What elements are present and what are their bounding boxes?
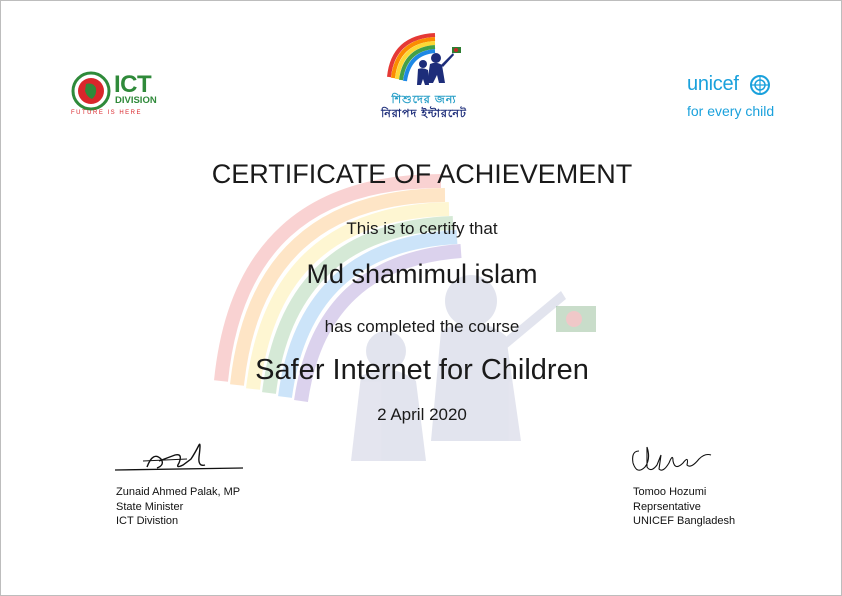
ict-division-logo	[71, 71, 171, 121]
right-signatory-org: UNICEF Bangladesh	[633, 515, 736, 527]
right-signatory	[633, 485, 735, 529]
left-signatory-title: State Minister	[116, 500, 184, 513]
certificate-title: CERTIFICATE OF ACHIEVEMENT	[211, 159, 633, 189]
bangladesh-emblem-icon	[71, 71, 111, 111]
left-signatory-org: ICT Divistion	[116, 515, 179, 527]
rainbow-children-icon	[383, 31, 467, 91]
ict-division-text: DIVISION	[115, 95, 157, 106]
unicef-logo-text: unicef	[687, 73, 739, 95]
left-signatory	[116, 485, 240, 529]
ict-tagline: FUTURE IS HERE	[71, 110, 143, 116]
safer-internet-campaign-logo	[379, 31, 469, 123]
course-name: Safer Internet for Children	[255, 354, 589, 386]
campaign-logo-text-line2: নিরাপদ ইন্টারনেট	[381, 108, 467, 120]
right-signature-icon	[629, 443, 713, 479]
left-signature-icon	[113, 441, 245, 477]
right-signatory-title: Reprsentative	[633, 500, 701, 513]
campaign-logo-text-line1: শিশুদের জন্য	[391, 94, 457, 106]
completed-statement: has completed the course	[324, 317, 520, 336]
ict-logo-text: ICT	[114, 71, 152, 98]
right-signatory-name: Tomoo Hozumi	[633, 486, 707, 498]
certify-statement: This is to certify that	[346, 219, 498, 238]
unicef-tagline: for every child	[687, 103, 775, 119]
recipient-name: Md shamimul islam	[306, 259, 538, 289]
unicef-logo	[685, 73, 785, 121]
unicef-globe-icon	[749, 74, 771, 96]
left-signatory-name: Zunaid Ahmed Palak, MP	[116, 486, 241, 498]
completion-date: 2 April 2020	[377, 405, 467, 424]
